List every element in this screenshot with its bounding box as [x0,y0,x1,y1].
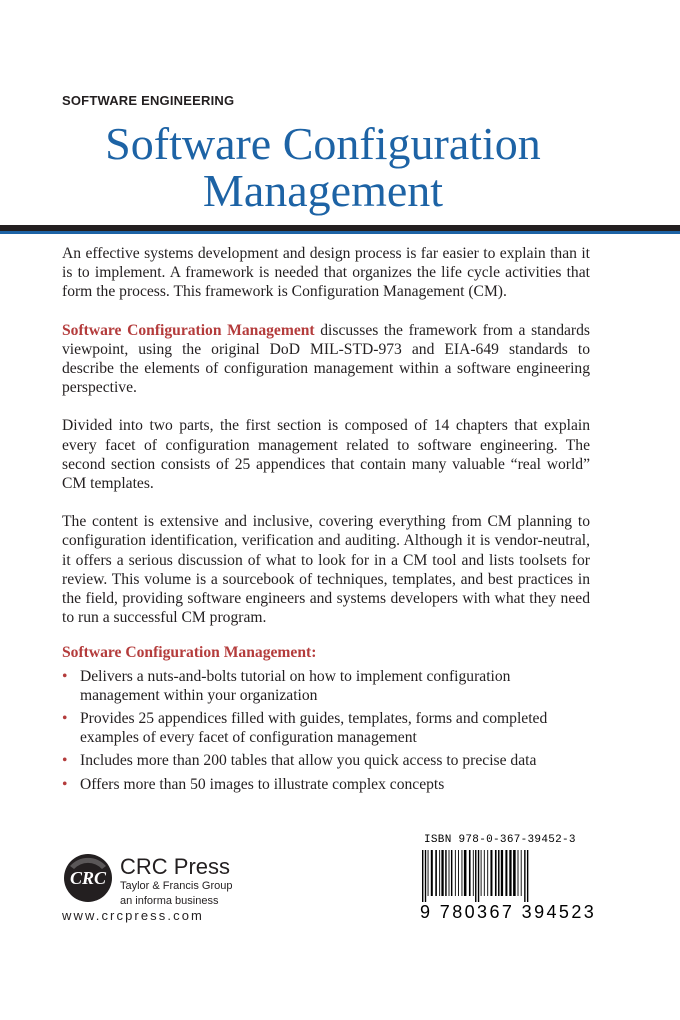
barcode-bar [490,850,492,896]
barcode-bar [441,850,443,896]
barcode-bar [462,850,463,896]
barcode-bar [501,850,503,896]
barcode-bar [524,850,525,902]
book-title [0,120,646,214]
publisher-name: CRC Press [120,854,231,879]
barcode-bar [478,850,479,902]
barcode-bar [469,850,471,896]
isbn-label: ISBN 978-0-367-39452-3 [424,834,576,846]
barcode-bar [527,850,528,902]
bullet-icon: • [62,775,68,793]
barcode-bar [521,850,522,896]
feature-text: Offers more than 50 images to illustrate complex concepts [80,775,445,793]
barcode-bar [464,850,467,896]
feature-text: Provides 25 appendices filled with guides, templates, forms and completed examples of every facet of configuration management [80,710,548,747]
barcode-bar [481,850,482,896]
barcode-bar [498,850,499,896]
description [62,244,590,798]
barcode-bar [425,850,426,902]
barcode-bar [513,850,516,896]
bullet-icon: • [62,752,68,770]
barcode-digits: 9 780367 394523 [420,902,597,922]
crc-logo-icon [62,850,114,906]
barcode [420,850,586,902]
barcode-bar [495,850,497,896]
feature-item [62,709,590,747]
barcode-bar [449,850,450,896]
crc-logo-text: CRC [69,868,107,888]
barcode-bar [439,850,440,896]
barcode-bar [473,850,474,896]
paragraph-intro: An effective systems development and design process is far easier to explain than it is to implement. A framework is needed that organizes the life cycle activities that form the process. This framework is Configuration Management (CM). [62,245,590,301]
bullet-icon: • [62,710,68,728]
paragraph-content: The content is extensive and inclusive, covering everything from CM planning to configuration identification, verification and auditing. Although it is vendor-neutral, it offers a serious discussion of what to look for in a CM tool and lists toolsets for review. This volume is a sourcebook of techniques, templates, and best practices in the field, providing software engineers and systems developers with what they need to run a successful CM program. [62,513,590,627]
features-list [62,667,590,794]
barcode-bar [518,850,519,896]
barcode-bar [428,850,429,896]
category-label: SOFTWARE ENGINEERING [62,93,235,108]
feature-item [62,667,590,705]
barcode-bar [422,850,423,902]
book-title-line-1: Software Configuration [105,118,541,169]
paragraph-structure: Divided into two parts, the first section is composed of 14 chapters that explain every facet of configuration management related to software engineering. The second section consists of 25 appendices that contain many valuable “real world” CM templates. [62,417,590,493]
publisher-group: Taylor & Francis Group [120,880,233,892]
book-title-line-2: Management [202,165,444,216]
barcode-bar [475,850,476,902]
book-title-emphasis: Software Configuration Management [62,321,315,339]
barcode-bar [484,850,485,896]
barcode-bar [509,850,511,896]
barcode-bar [431,850,433,896]
features-heading: Software Configuration Management: [62,644,317,662]
barcode-bar [455,850,456,896]
feature-text: Delivers a nuts-and-bolts tutorial on how to implement configuration management within your organization [80,667,511,704]
barcode-bar [487,850,488,896]
barcode-bar [451,850,452,896]
barcode-bar [505,850,507,896]
paragraph-standards [62,321,590,398]
title-divider-accent [0,231,680,234]
barcode-bar [458,850,459,896]
feature-text: Includes more than 200 tables that allow you quick access to precise data [80,752,537,770]
publisher-informa: an informa business [120,895,219,907]
feature-item [62,775,590,794]
barcode-bar [435,850,437,896]
bullet-icon: • [62,667,68,685]
feature-item [62,751,590,770]
publisher-url[interactable]: www.crcpress.com [62,908,204,923]
paragraph-standards-text: discusses the framework from a standards viewpoint, using the original DoD MIL-STD-973 and EIA-649 standards to describe the elements of configuration management within a software engineering perspective. [62,321,590,397]
barcode-bar [445,850,446,896]
